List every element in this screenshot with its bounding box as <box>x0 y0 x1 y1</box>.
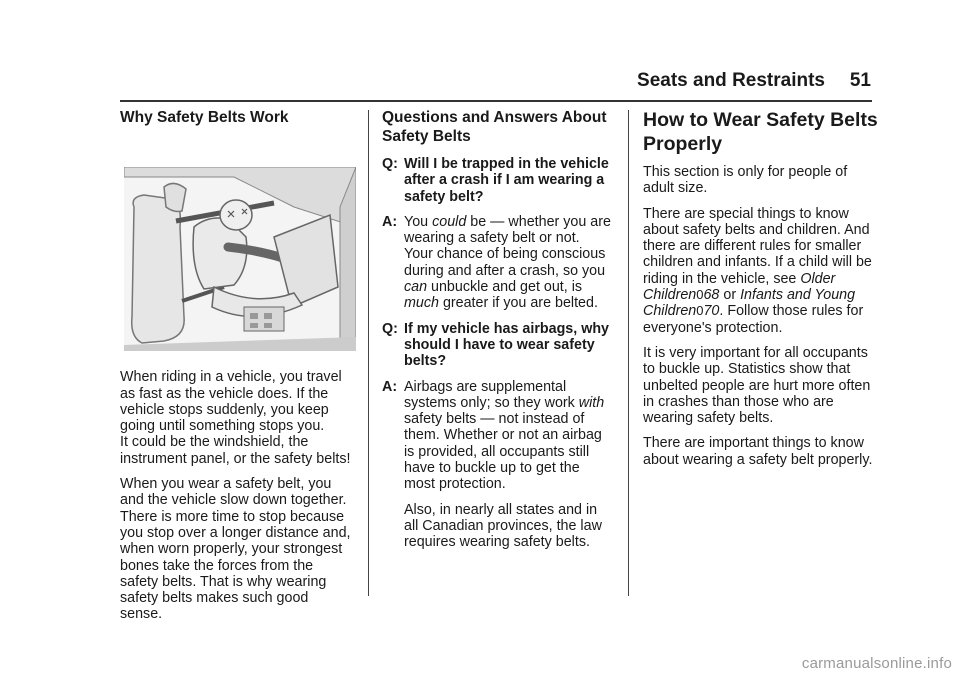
question-text: If my vehicle has airbags, why should I have to wear safety belts? <box>404 320 610 370</box>
column-3 <box>643 108 879 477</box>
column-divider <box>628 110 629 596</box>
column-divider <box>368 110 369 596</box>
answer-label: A: <box>382 213 398 230</box>
answer <box>382 214 618 312</box>
question-text: Will I be trapped in the vehicle after a crash if I am wearing a safety belt? <box>404 156 609 205</box>
answer-label: A: <box>382 378 398 395</box>
header-rule <box>120 100 872 102</box>
section-heading: How to Wear Safety Belts Properly <box>643 109 878 155</box>
page-number: 51 <box>849 70 871 91</box>
paragraph: There are special things to know about safety belts and children. And there are different rules for smaller children and infants. If a child will be riding in the vehicle, see Older Children068 or Infants and Young Children070. Follow those rules for everyone's protection. <box>643 205 872 336</box>
question-label: Q: <box>382 320 398 337</box>
page-ref-icon: 0 <box>696 287 704 303</box>
section-title: Seats and Restraints <box>637 70 825 91</box>
answer <box>382 379 618 493</box>
page-reference[interactable]: 70 <box>703 303 720 320</box>
section-heading: Questions and Answers About Safety Belts <box>382 109 607 145</box>
page-ref-icon: 0 <box>696 303 704 319</box>
cross-reference-link[interactable]: Infants and Young Children <box>643 287 856 320</box>
crash-test-dummy-illustration <box>124 167 356 351</box>
question-label: Q: <box>382 156 398 172</box>
answer-text: Airbags are supplemental systems only; so they work with safety belts — not instead of them. Whether or not an airbag is provided, all occupants still have to buckle up to get the most protection. <box>404 378 605 493</box>
column-2 <box>382 108 618 560</box>
paragraph: When you wear a safety belt, you and the vehicle slow down together. There is more time to stop because you stop over a longer distance and, when worn properly, your strongest bones take the forces from the safety belts. That is why wearing safety belts makes such good sense. <box>120 476 351 623</box>
paragraph: This section is only for people of adult size. <box>643 164 848 197</box>
section-heading: Why Safety Belts Work <box>120 109 289 126</box>
paragraph: It is very important for all occupants to buckle up. Statistics show that unbelted people are hurt more often in crashes than those who are wearing safety belts. <box>643 344 871 427</box>
question <box>382 156 618 205</box>
watermark: carmanualsonline.info <box>801 655 952 672</box>
paragraph: When riding in a vehicle, you travel as fast as the vehicle does. If the vehicle stops suddenly, you keep going until something stops you. It could be the windshield, the instrument panel, or the safety belts! <box>120 369 351 467</box>
answer-continuation: Also, in nearly all states and in all Canadian provinces, the law requires wearing safety belts. <box>404 501 602 551</box>
cross-reference-link[interactable]: Older Children <box>643 270 836 304</box>
page-reference[interactable]: 68 <box>703 287 720 304</box>
paragraph: There are important things to know about wearing a safety belt properly. <box>643 435 873 468</box>
answer-text: You could be — whether you are wearing a safety belt or not. Your chance of being conscious during and after a crash, so you can unbuckle and get out, is much greater if you are belted. <box>404 213 611 312</box>
question <box>382 321 618 370</box>
column-1 <box>120 108 360 632</box>
page-header <box>0 70 960 102</box>
